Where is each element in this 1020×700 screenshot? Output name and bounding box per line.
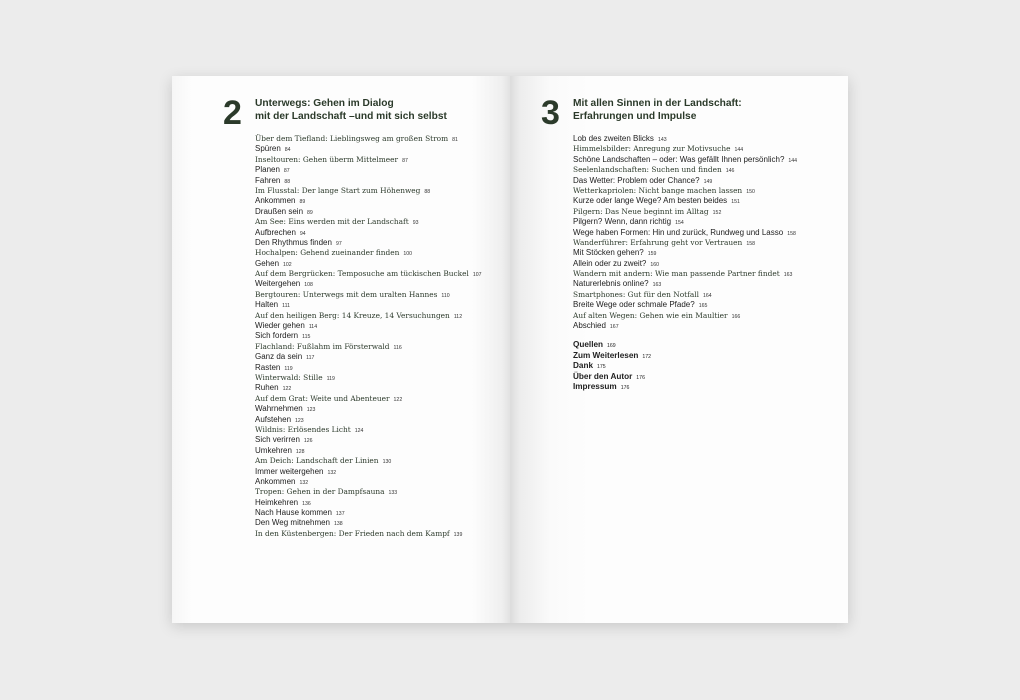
toc-entry-title: Immer weitergehen [255, 466, 324, 476]
toc-entry-title: Ganz da sein [255, 352, 303, 362]
chapter-title-line: Erfahrungen und Impulse [573, 110, 697, 122]
toc-entry [573, 215, 797, 225]
toc-entry-title: Ankommen [255, 476, 296, 486]
toc-entry [573, 174, 797, 184]
toc-entry-title: Nach Hause kommen [255, 508, 332, 518]
toc-entry-title: Auf den heiligen Berg: 14 Kreuze, 14 Versuchungen [255, 310, 450, 320]
toc-entry-title: Sich fordern [255, 331, 299, 341]
toc-entry-title: Naturerlebnis online? [573, 279, 649, 289]
toc-entry-title: Aufbrechen [255, 227, 296, 237]
page-number: 87 [283, 168, 290, 175]
toc-entry-title: Gehen [255, 258, 280, 268]
page-number: 111 [282, 303, 291, 310]
toc-entry [255, 381, 482, 391]
toc-entry-title: Seelenlandschaften: Suchen und finden [573, 165, 722, 175]
toc-entry [573, 163, 797, 173]
toc-entry [255, 194, 482, 204]
toc-entry [255, 496, 482, 506]
toc-entry-title: Allein oder zu zweit? [573, 258, 647, 268]
toc-entry [573, 267, 797, 277]
page-number: 133 [388, 490, 398, 497]
page-number: 128 [295, 448, 305, 455]
table-of-contents [255, 132, 482, 537]
page-number: 138 [334, 521, 343, 528]
toc-entry-title: Wildnis: Erlösendes Licht [255, 424, 351, 434]
toc-entry-title: Himmelsbilder: Anregung zur Motivsuche [573, 144, 731, 154]
back-matter-title: Impressum [573, 382, 617, 392]
toc-entry [255, 142, 482, 152]
chapter-title [255, 98, 447, 123]
toc-entry [255, 309, 482, 319]
toc-entry-title: Spüren [255, 144, 281, 154]
toc-entry-title: Planen [255, 165, 280, 175]
toc-entry [255, 465, 482, 475]
page-number: 139 [453, 531, 463, 538]
toc-entry [255, 454, 482, 464]
toc-entry [255, 444, 482, 454]
toc-entry-title: Pilgern? Wenn, dann richtig [573, 217, 672, 227]
page-number: 122 [393, 396, 403, 403]
page-number: 165 [698, 303, 708, 310]
page-number: 115 [302, 334, 311, 341]
toc-entry [255, 319, 482, 329]
toc-entry [573, 236, 797, 246]
toc-entry [255, 163, 482, 173]
right-page [510, 76, 848, 623]
page-number: 175 [597, 364, 606, 371]
page-number: 117 [306, 355, 315, 362]
back-matter-title: Zum Weiterlesen [573, 350, 639, 360]
toc-entry [255, 433, 482, 443]
toc-entry [255, 205, 482, 215]
page-number: 94 [299, 230, 306, 237]
toc-entry-title: Am Deich: Landschaft der Linien [255, 456, 379, 466]
toc-entry [255, 267, 482, 277]
toc-entry [255, 475, 482, 485]
page-number: 154 [675, 220, 684, 227]
toc-entry-title: Weitergehen [255, 279, 301, 289]
toc-entry-title: Flachland: Fußlahm im Försterwald [255, 341, 390, 351]
toc-entry [255, 236, 482, 246]
page-number: 164 [703, 292, 712, 299]
page-number: 123 [306, 407, 316, 414]
toc-entry-title: Hochalpen: Gehend zueinander finden [255, 248, 400, 258]
toc-entry-title: Den Weg mitnehmen [255, 518, 330, 528]
page-number: 150 [746, 188, 755, 195]
page-number: 89 [299, 199, 306, 206]
toc-entry [255, 132, 482, 142]
toc-entry-title: Wanderführer: Erfahrung geht vor Vertrauen [573, 237, 743, 247]
toc-entry-title: Mit Stöcken gehen? [573, 248, 644, 258]
toc-entry [255, 527, 482, 537]
page-number: 108 [304, 282, 313, 289]
page-number: 159 [647, 251, 657, 258]
toc-entry [573, 277, 797, 287]
page-number: 116 [393, 344, 402, 351]
toc-entry-title: Halten [255, 300, 279, 310]
page-number: 107 [472, 272, 482, 279]
toc-entry [573, 142, 797, 152]
page-number: 123 [295, 417, 304, 424]
page-number: 87 [402, 157, 408, 164]
page-number: 151 [731, 199, 740, 206]
chapter-title [573, 98, 742, 123]
toc-entry [255, 413, 482, 423]
page-number: 146 [725, 168, 735, 175]
toc-entry-title: Wandern mit andern: Wie man passende Partner findet [573, 269, 780, 279]
toc-entry-title: Aufstehen [255, 414, 292, 424]
page-number: 166 [731, 313, 741, 320]
page-number: 102 [283, 261, 292, 268]
toc-entry-title: Ruhen [255, 383, 279, 393]
toc-entry-title: Winterwald: Stille [255, 372, 323, 382]
page-number: 119 [326, 375, 335, 382]
toc-entry [255, 153, 482, 163]
page-number: 176 [636, 374, 645, 381]
toc-entry-title: Auf dem Grat: Weite und Abenteuer [255, 393, 390, 403]
toc-entry-title: Draußen sein [255, 206, 304, 216]
page-number: 132 [299, 479, 309, 486]
toc-entry [573, 205, 797, 215]
page-number: 81 [452, 137, 458, 143]
page-number: 176 [620, 385, 630, 392]
page-number: 100 [403, 251, 413, 258]
page-number: 144 [788, 157, 798, 164]
toc-entry [255, 226, 482, 236]
toc-entry [255, 402, 482, 412]
page-number: 136 [302, 500, 311, 507]
toc-entry-title: Sich verirren [255, 435, 300, 445]
toc-entry-title: Fahren [255, 175, 281, 185]
toc-entry-title: Wege haben Formen: Hin und zurück, Rundweg und Lasso [573, 227, 784, 237]
toc-entry [573, 309, 797, 319]
toc-entry-title: Lob des zweiten Blicks [573, 134, 654, 143]
page-number: 143 [657, 137, 667, 143]
toc-entry-title: Inseltouren: Gehen überm Mittelmeer [255, 154, 399, 164]
page-number: 144 [734, 147, 744, 154]
table-of-contents [573, 132, 797, 329]
toc-entry-title: Am See: Eins werden mit der Landschaft [255, 217, 409, 227]
page-number: 163 [783, 272, 793, 279]
back-matter-item [573, 340, 651, 351]
toc-entry-title: Auf dem Bergrücken: Temposuche am tückischen Buckel [255, 269, 469, 279]
chapter-title-line: Unterwegs: Gehen im Dialog [255, 98, 394, 109]
toc-entry [573, 194, 797, 204]
chapter-title-line: Mit allen Sinnen in der Landschaft: [573, 98, 742, 109]
toc-entry-title: Tropen: Gehen in der Dampfsauna [255, 487, 385, 497]
page-number: 172 [642, 353, 652, 360]
toc-entry-title: Wahrnehmen [255, 404, 303, 414]
toc-entry-title: Den Rhythmus finden [255, 237, 332, 247]
toc-entry-title: Ankommen [255, 196, 296, 206]
toc-entry [255, 246, 482, 256]
toc-entry-title: Pilgern: Das Neue beginnt im Alltag [573, 206, 709, 216]
toc-entry [573, 246, 797, 256]
toc-entry [255, 329, 482, 339]
page-number: 122 [282, 386, 292, 393]
toc-entry [573, 132, 797, 142]
toc-entry [255, 361, 482, 371]
toc-entry [255, 340, 482, 350]
page-number: 110 [441, 292, 450, 299]
toc-entry-title: Heimkehren [255, 497, 299, 507]
page-number: 167 [609, 324, 619, 331]
toc-entry [255, 485, 482, 495]
back-matter-list [573, 340, 651, 393]
toc-entry [255, 371, 482, 381]
back-matter-title: Über den Autor [573, 371, 633, 381]
toc-entry-title: Wetterkapriolen: Nicht bange machen lassen [573, 185, 743, 195]
toc-entry-title: Wieder gehen [255, 321, 305, 331]
toc-entry-title: Abschied [573, 321, 606, 331]
page-number: 149 [703, 178, 713, 185]
page-number: 158 [746, 240, 755, 247]
toc-entry-title: Kurze oder lange Wege? Am besten beides [573, 196, 728, 206]
toc-entry-title: Das Wetter: Problem oder Chance? [573, 175, 700, 185]
toc-entry-title: In den Küstenbergen: Der Frieden nach dem Kampf [255, 528, 450, 538]
toc-entry [255, 350, 482, 360]
toc-entry [255, 174, 482, 184]
toc-entry [573, 153, 797, 163]
toc-entry-title: Schöne Landschaften – oder: Was gefällt Ihnen persönlich? [573, 154, 785, 164]
chapter-number: 3 [541, 94, 560, 132]
toc-entry [255, 423, 482, 433]
toc-entry-title: Bergtouren: Unterwegs mit dem uralten Hannes [255, 289, 438, 299]
toc-entry [573, 288, 797, 298]
chapter-title-line: mit der Landschaft –und mit sich selbst [255, 110, 447, 122]
left-page [172, 76, 510, 623]
toc-entry [255, 506, 482, 516]
toc-entry [573, 184, 797, 194]
toc-entry [573, 257, 797, 267]
page-number: 97 [335, 240, 342, 247]
toc-entry-title: Breite Wege oder schmale Pfade? [573, 300, 695, 310]
page-number: 160 [650, 261, 660, 268]
page-number: 112 [453, 313, 463, 320]
toc-entry-title: Im Flusstal: Der lange Start zum Höhenweg [255, 185, 421, 195]
back-matter-item [573, 372, 651, 383]
toc-entry [255, 184, 482, 194]
toc-entry-title: Smartphones: Gut für den Notfall [573, 289, 700, 299]
toc-entry [255, 392, 482, 402]
page-number: 158 [787, 230, 796, 237]
toc-entry-title: Auf alten Wegen: Gehen wie ein Maultier [573, 310, 728, 320]
toc-entry [573, 226, 797, 236]
back-matter-title: Quellen [573, 340, 604, 349]
page-number: 126 [303, 438, 313, 445]
page-number: 132 [327, 469, 337, 476]
toc-entry [255, 257, 482, 267]
back-matter-item [573, 382, 651, 393]
page-number: 137 [335, 511, 345, 518]
toc-entry [255, 288, 482, 298]
toc-entry [255, 277, 482, 287]
toc-entry [255, 516, 482, 526]
page-number: 152 [712, 209, 722, 216]
toc-entry [255, 298, 482, 308]
toc-entry [573, 319, 797, 329]
page-number: 88 [424, 188, 431, 195]
toc-entry-title: Über dem Tiefland: Lieblingsweg am großen Strom [255, 134, 449, 143]
page-number: 93 [412, 220, 419, 227]
toc-entry-title: Umkehren [255, 445, 292, 455]
page-number: 163 [652, 282, 662, 289]
back-matter-title: Dank [573, 361, 594, 371]
toc-entry-title: Rasten [255, 362, 281, 372]
page-number: 169 [607, 343, 616, 349]
page-number: 89 [307, 209, 313, 216]
page-number: 84 [284, 147, 291, 154]
toc-entry [255, 215, 482, 225]
page-number: 114 [308, 324, 318, 331]
page-number: 119 [284, 365, 293, 372]
toc-entry [573, 298, 797, 308]
chapter-number: 2 [223, 94, 242, 132]
back-matter-item [573, 361, 651, 372]
page-number: 88 [284, 178, 291, 185]
back-matter-item [573, 351, 651, 362]
page-number: 130 [382, 459, 392, 466]
page-number: 124 [354, 427, 364, 434]
